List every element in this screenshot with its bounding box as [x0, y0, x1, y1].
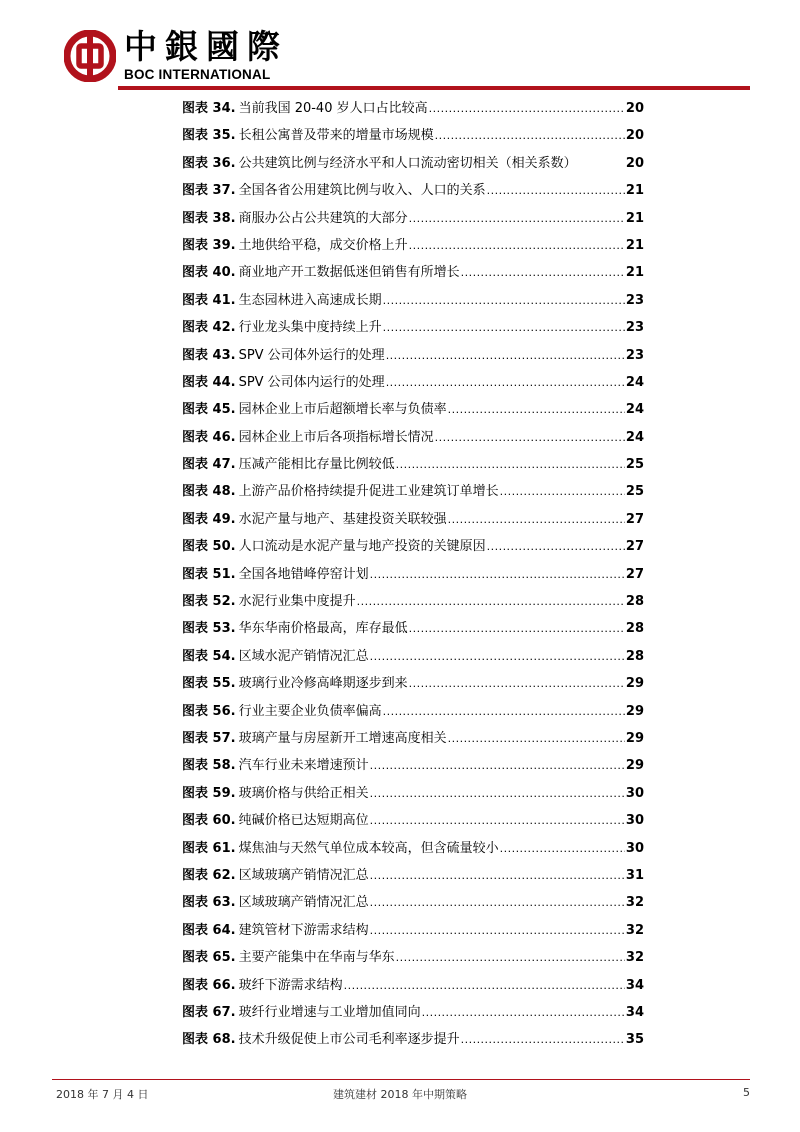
toc-entry[interactable] — [182, 122, 644, 149]
toc-entry[interactable] — [182, 643, 644, 670]
toc-entry-page: 29 — [625, 676, 644, 692]
toc-dot-leader — [409, 205, 625, 232]
toc-dot-leader — [383, 314, 625, 341]
toc-entry-label: 图表 57. — [182, 730, 236, 746]
toc-dot-leader — [435, 424, 625, 451]
toc-entry-page: 27 — [625, 539, 644, 555]
toc-entry-label: 图表 60. — [182, 813, 236, 829]
toc-dot-leader — [386, 369, 625, 396]
toc-entry-page: 24 — [625, 402, 644, 418]
toc-entry-label: 图表 58. — [182, 758, 236, 774]
toc-entry-page: 28 — [625, 648, 644, 664]
brand-name-english: BOC INTERNATIONAL — [124, 67, 271, 82]
toc-entry[interactable] — [182, 588, 644, 615]
toc-dot-leader — [409, 615, 625, 642]
toc-entry-page: 32 — [625, 895, 644, 911]
toc-entry-title: 商业地产开工数据低迷但销售有所增长 — [238, 265, 460, 281]
toc-dot-leader — [409, 232, 625, 259]
toc-entry-page: 24 — [625, 374, 644, 390]
toc-entry-title: 技术升级促使上市公司毛利率逐步提升 — [238, 1032, 460, 1048]
toc-entry-label: 图表 59. — [182, 785, 236, 801]
toc-entry[interactable] — [182, 506, 644, 533]
toc-entry-label: 图表 49. — [182, 511, 236, 527]
toc-entry-page: 27 — [625, 511, 644, 527]
toc-entry-title: 华东华南价格最高，库存最低 — [238, 621, 408, 637]
toc-entry-title: 玻璃产量与房屋新开工增速高度相关 — [238, 730, 447, 746]
toc-entry-page: 25 — [625, 457, 644, 473]
toc-dot-leader — [370, 780, 625, 807]
toc-dot-leader — [370, 752, 625, 779]
toc-entry-page: 27 — [625, 566, 644, 582]
toc-dot-leader — [370, 561, 625, 588]
toc-entry-title: 区域水泥产销情况汇总 — [238, 648, 369, 664]
toc-entry-label: 图表 43. — [182, 347, 236, 363]
toc-entry[interactable] — [182, 752, 644, 779]
toc-dot-leader — [429, 95, 625, 122]
toc-entry-label: 图表 39. — [182, 237, 236, 253]
toc-dot-leader — [487, 533, 625, 560]
toc-entry-title: 建筑管材下游需求结构 — [238, 922, 369, 938]
toc-entry-title: 行业主要企业负债率偏高 — [238, 703, 382, 719]
toc-entry[interactable] — [182, 917, 644, 944]
toc-entry[interactable] — [182, 95, 644, 122]
toc-entry-label: 图表 45. — [182, 402, 236, 418]
footer-date: 2018 年 7 月 4 日 — [56, 1088, 149, 1101]
toc-entry-page: 32 — [625, 922, 644, 938]
toc-dot-leader — [448, 396, 625, 423]
toc-dot-leader — [422, 999, 625, 1026]
toc-entry[interactable] — [182, 807, 644, 834]
footer-page-number: 5 — [743, 1086, 750, 1099]
toc-entry-label: 图表 65. — [182, 950, 236, 966]
toc-entry-title: 玻璃行业冷修高峰期逐步到来 — [238, 676, 408, 692]
toc-dot-leader — [435, 122, 625, 149]
toc-entry[interactable] — [182, 670, 644, 697]
toc-entry[interactable] — [182, 889, 644, 916]
toc-dot-leader — [500, 835, 625, 862]
toc-entry-title: 全国各地错峰停窑计划 — [238, 566, 369, 582]
toc-entry[interactable] — [182, 314, 644, 341]
toc-entry-label: 图表 55. — [182, 676, 236, 692]
toc-dot-leader — [357, 588, 625, 615]
toc-entry-label: 图表 46. — [182, 429, 236, 445]
toc-entry-title: 园林企业上市后各项指标增长情况 — [238, 429, 434, 445]
toc-entry[interactable] — [182, 698, 644, 725]
toc-entry-title: 玻纤下游需求结构 — [238, 977, 343, 993]
toc-entry-label: 图表 67. — [182, 1004, 236, 1020]
toc-entry[interactable] — [182, 205, 644, 232]
toc-entry-label: 图表 63. — [182, 895, 236, 911]
toc-entry-label: 图表 64. — [182, 922, 236, 938]
toc-entry-page: 28 — [625, 594, 644, 610]
toc-dot-leader — [396, 944, 625, 971]
toc-entry-label: 图表 50. — [182, 539, 236, 555]
toc-dot-leader — [448, 725, 625, 752]
toc-entry-page: 21 — [625, 210, 644, 226]
toc-dot-leader — [383, 287, 625, 314]
toc-entry[interactable] — [182, 451, 644, 478]
toc-entry-page: 31 — [625, 867, 644, 883]
toc-entry-label: 图表 40. — [182, 265, 236, 281]
toc-entry-page: 30 — [625, 785, 644, 801]
toc-entry[interactable] — [182, 972, 644, 999]
toc-entry-label: 图表 41. — [182, 292, 236, 308]
toc-entry-label: 图表 52. — [182, 594, 236, 610]
footer-document-title: 建筑建材 2018 年中期策略 — [333, 1088, 467, 1101]
toc-dot-leader — [370, 889, 625, 916]
toc-entry-page: 23 — [625, 292, 644, 308]
toc-entry-page: 34 — [625, 977, 644, 993]
toc-entry-page: 20 — [625, 101, 644, 116]
toc-entry-page: 34 — [625, 1004, 644, 1020]
toc-entry-title: 纯碱价格已达短期高位 — [238, 813, 369, 829]
toc-entry-title: 汽车行业未来增速预计 — [238, 758, 369, 774]
toc-entry-page: 21 — [625, 183, 644, 199]
toc-entry-page: 24 — [625, 429, 644, 445]
toc-entry[interactable] — [182, 369, 644, 396]
toc-entry-label: 图表 38. — [182, 210, 236, 226]
toc-entry-title: 水泥行业集中度提升 — [238, 594, 356, 610]
toc-dot-leader — [383, 698, 625, 725]
toc-entry[interactable] — [182, 232, 644, 259]
toc-entry-page: 20 — [625, 155, 644, 171]
toc-entry[interactable] — [182, 424, 644, 451]
toc-dot-leader — [344, 972, 625, 999]
toc-entry[interactable] — [182, 725, 644, 752]
toc-entry-label: 图表 56. — [182, 703, 236, 719]
toc-dot-leader — [396, 451, 625, 478]
toc-entry[interactable] — [182, 561, 644, 588]
toc-dot-leader — [500, 478, 625, 505]
toc-entry-title: 园林企业上市后超额增长率与负债率 — [238, 402, 447, 418]
toc-entry-label: 图表 66. — [182, 977, 236, 993]
toc-entry-label: 图表 53. — [182, 621, 236, 637]
toc-entry-title: SPV 公司体内运行的处理 — [238, 374, 385, 390]
toc-entry-title: 长租公寓普及带来的增量市场规模 — [238, 128, 434, 144]
toc-entry-title: 煤焦油与天然气单位成本较高，但含硫量较小 — [238, 840, 499, 856]
toc-entry-title: 水泥产量与地产、基建投资关联较强 — [238, 511, 447, 527]
toc-entry-page: 21 — [625, 265, 644, 281]
toc-entry[interactable] — [182, 478, 644, 505]
toc-entry-page: 25 — [625, 484, 644, 500]
header-divider — [118, 86, 750, 90]
toc-entry[interactable] — [182, 780, 644, 807]
toc-dot-leader — [370, 862, 625, 889]
toc-entry-page: 35 — [625, 1032, 644, 1048]
toc-entry-title: 玻纤行业增速与工业增加值同向 — [238, 1004, 421, 1020]
toc-entry-title: 公共建筑比例与经济水平和人口流动密切相关（相关系数） — [238, 155, 577, 171]
toc-entry-page: 29 — [625, 758, 644, 774]
toc-entry-page: 30 — [625, 813, 644, 829]
toc-entry-label: 图表 42. — [182, 320, 236, 336]
toc-entry[interactable] — [182, 150, 644, 177]
toc-entry-label: 图表 34. — [182, 101, 236, 116]
toc-entry[interactable] — [182, 259, 644, 286]
toc-entry-title: 商服办公占公共建筑的大部分 — [238, 210, 408, 226]
toc-entry-page: 20 — [625, 128, 644, 144]
toc-entry[interactable] — [182, 944, 644, 971]
toc-entry-label: 图表 54. — [182, 648, 236, 664]
toc-entry-page: 29 — [625, 730, 644, 746]
toc-entry-title: 玻璃价格与供给正相关 — [238, 785, 369, 801]
toc-entry-label: 图表 47. — [182, 457, 236, 473]
toc-entry-title: 主要产能集中在华南与华东 — [238, 950, 395, 966]
toc-entry-title: 全国各省公用建筑比例与收入、人口的关系 — [238, 183, 486, 199]
toc-entry[interactable] — [182, 835, 644, 862]
toc-entry-label: 图表 44. — [182, 374, 236, 390]
toc-dot-leader — [370, 807, 625, 834]
toc-entry[interactable] — [182, 615, 644, 642]
toc-entry-label: 图表 61. — [182, 840, 236, 856]
toc-dot-leader — [461, 259, 625, 286]
toc-entry-page: 28 — [625, 621, 644, 637]
toc-dot-leader — [461, 1026, 625, 1053]
toc-entry-label: 图表 37. — [182, 183, 236, 199]
toc-entry-title: SPV 公司体外运行的处理 — [238, 347, 385, 363]
brand-name-chinese: 中銀國際 — [124, 27, 288, 66]
toc-entry-page: 29 — [625, 703, 644, 719]
toc-entry-title: 生态园林进入高速成长期 — [238, 292, 382, 308]
toc-entry-title: 区域玻璃产销情况汇总 — [238, 867, 369, 883]
toc-entry-label: 图表 35. — [182, 128, 236, 144]
toc-entry-label: 图表 48. — [182, 484, 236, 500]
toc-dot-leader — [386, 342, 625, 369]
toc-entry-label: 图表 62. — [182, 867, 236, 883]
toc-entry[interactable] — [182, 999, 644, 1026]
toc-entry[interactable] — [182, 396, 644, 423]
toc-entry[interactable] — [182, 533, 644, 560]
toc-dot-leader — [448, 506, 625, 533]
toc-entry-label: 图表 51. — [182, 566, 236, 582]
toc-entry-page: 30 — [625, 840, 644, 856]
toc-entry[interactable] — [182, 177, 644, 204]
toc-dot-leader — [409, 670, 625, 697]
footer-divider — [52, 1079, 750, 1080]
toc-entry-page: 23 — [625, 347, 644, 363]
toc-entry-title: 人口流动是水泥产量与地产投资的关键原因 — [238, 539, 486, 555]
toc-entry[interactable] — [182, 342, 644, 369]
toc-dot-leader — [487, 177, 625, 204]
toc-entry-title: 当前我国 20-40 岁人口占比较高 — [238, 101, 428, 116]
toc-entry[interactable] — [182, 1026, 644, 1053]
toc-entry[interactable] — [182, 287, 644, 314]
toc-entry[interactable] — [182, 862, 644, 889]
toc-entry-label: 图表 36. — [182, 155, 236, 171]
toc-entry-title: 上游产品价格持续提升促进工业建筑订单增长 — [238, 484, 499, 500]
toc-dot-leader — [370, 917, 625, 944]
toc-entry-title: 区域玻璃产销情况汇总 — [238, 895, 369, 911]
toc-entry-label: 图表 68. — [182, 1032, 236, 1048]
toc-entry-title: 土地供给平稳，成交价格上升 — [238, 237, 408, 253]
toc-entry-title: 压减产能相比存量比例较低 — [238, 457, 395, 473]
toc-entry-title: 行业龙头集中度持续上升 — [238, 320, 382, 336]
toc-entry-page: 21 — [625, 237, 644, 253]
boc-logo-icon — [64, 30, 116, 82]
toc-dot-leader — [370, 643, 625, 670]
toc-entry-page: 23 — [625, 320, 644, 336]
figure-list — [182, 95, 644, 1054]
toc-entry-page: 32 — [625, 950, 644, 966]
